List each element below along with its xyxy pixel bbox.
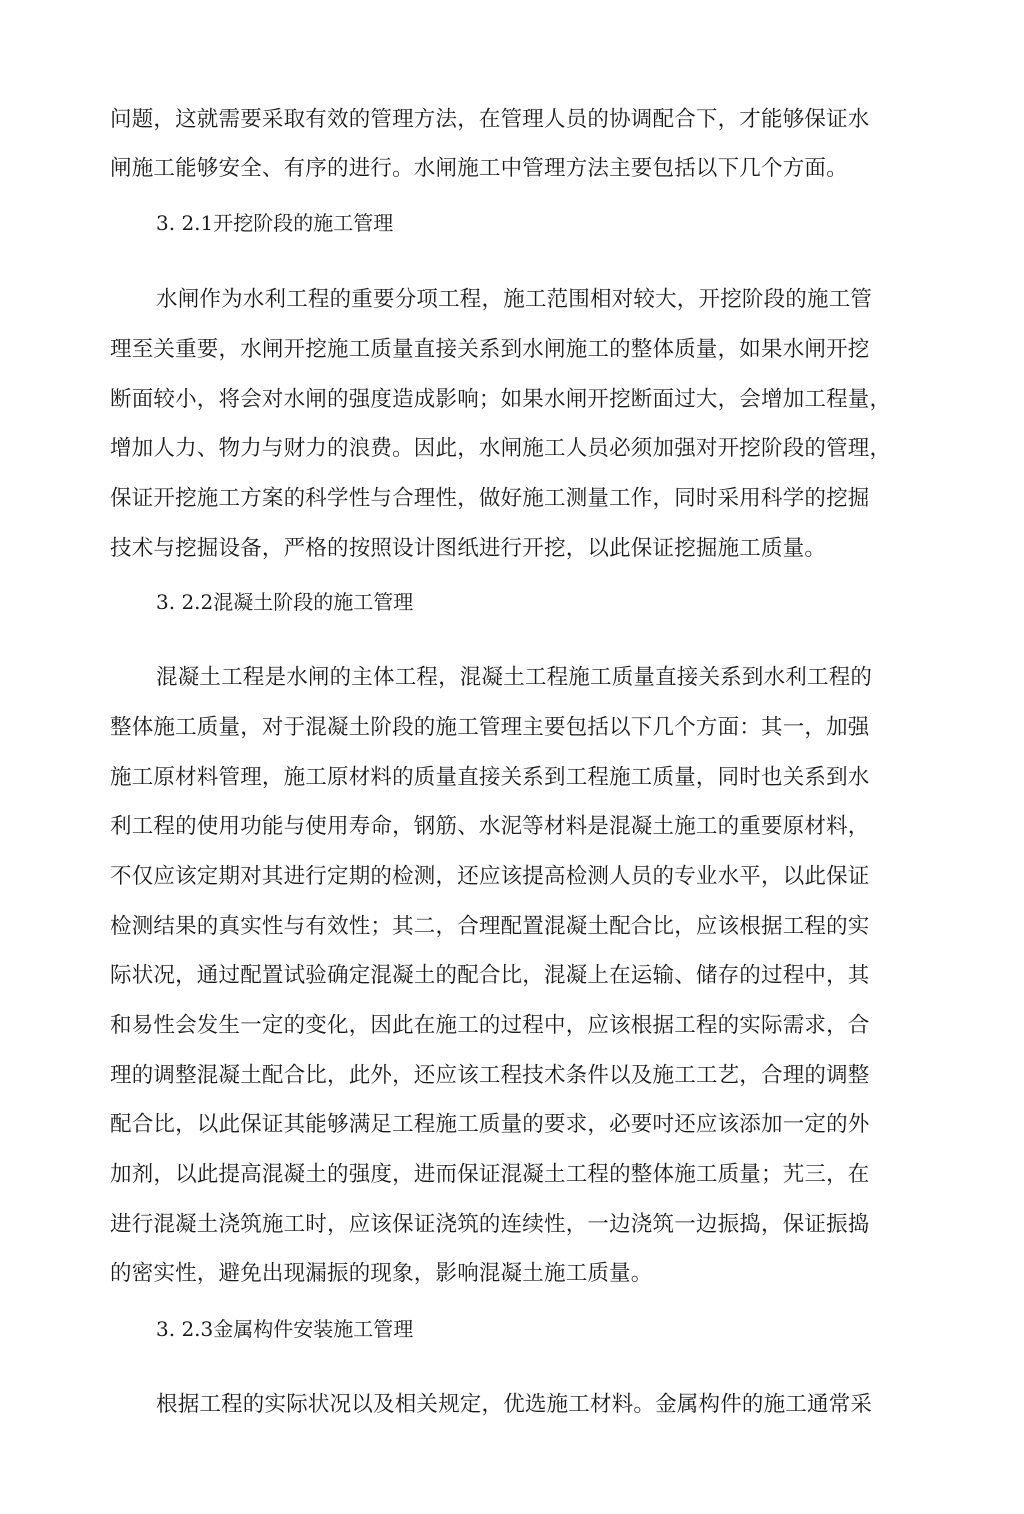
paragraph-line: 进行混凝土浇筑施工时，应该保证浇筑的连续性，一边浇筑一边振捣，保证振捣 xyxy=(110,1212,870,1237)
intro-line: 闸施工能够安全、有序的进行。水闸施工中管理方法主要包括以下几个方面。 xyxy=(110,156,848,181)
paragraph-line: 不仅应该定期对其进行定期的检测，还应该提高检测人员的专业水平，以此保证 xyxy=(110,864,870,889)
paragraph-line: 加剂，以此提高混凝土的强度，进而保证混凝土工程的整体施工质量；艽三，在 xyxy=(110,1162,870,1187)
section-heading-3-2-2: 3. 2.2混凝土阶段的施工管理 xyxy=(156,590,414,614)
paragraph-line: 检测结果的真实性与有效性；其二，合理配置混凝土配合比，应该根据工程的实 xyxy=(110,914,870,939)
paragraph-line: 增加人力、物力与财力的浪费。因此，水闸施工人员必须加强对开挖阶段的管理， xyxy=(110,436,892,461)
paragraph-line: 利工程的使用功能与使用寿命，钢筋、水泥等材料是混凝土施工的重要原材料， xyxy=(110,814,870,839)
paragraph-line: 和易性会发生一定的变化，因此在施工的过程中，应该根据工程的实际需求，合 xyxy=(110,1013,870,1038)
paragraph-line: 断面较小，将会对水闸的强度造成影响；如果水闸开挖断面过大，会增加工程量， xyxy=(110,387,892,412)
paragraph-line: 际状况，通过配置试验确定混凝土的配合比，混凝上在运输、储存的过程中，其 xyxy=(110,963,870,988)
section-heading-3-2-3: 3. 2.3金属构件安装施工管理 xyxy=(156,1317,414,1341)
paragraph-line: 水闸作为水利工程的重要分项工程，施工范围相对较大，开挖阶段的施工管 xyxy=(156,287,873,312)
paragraph-line: 整体施工质量，对于混凝土阶段的施工管理主要包括以下几个方面：其一，加强 xyxy=(110,715,870,740)
paragraph-line: 配合比，以此保证其能够满足工程施工质量的要求，必要吋还应该添加一定的外 xyxy=(110,1112,870,1137)
paragraph-line: 技术与挖掘设备，严格的按照设计图纸进行开挖，以此保证挖掘施工质量。 xyxy=(110,536,827,561)
paragraph-line: 根据工程的实际状况以及相关规定，优选施工材料。金属构件的施工通常采 xyxy=(156,1392,873,1417)
paragraph-line: 理的调整混凝土配合比，此外，还应该工程技术条件以及施工工艺，合理的调整 xyxy=(110,1063,870,1088)
section-heading-3-2-1: 3. 2.1开挖阶段的施工管理 xyxy=(156,211,394,235)
paragraph-line: 的密实性，避免出现漏振的现象，影响混凝土施工质量。 xyxy=(110,1261,653,1286)
paragraph-line: 理至关重要，水闸开挖施工质量直接关系到水闸施工的整体质量，如果水闸开挖 xyxy=(110,337,870,362)
paragraph-line: 混凝土工程是水闸的主体工程，混凝土工程施工质量直接关系到水利工程的 xyxy=(156,665,873,690)
paragraph-line: 施工原材料管理，施工原材料的质量直接关系到工程施工质量，同时也关系到水 xyxy=(110,765,870,790)
paragraph-line: 保证开挖施工方案的科学性与合理性，做好施工测量工作，同时采用科学的挖掘 xyxy=(110,486,870,511)
intro-line: 问题，这就需要采取有效的管理方法，在管理人员的协调配合下，才能够保证水 xyxy=(110,107,870,132)
